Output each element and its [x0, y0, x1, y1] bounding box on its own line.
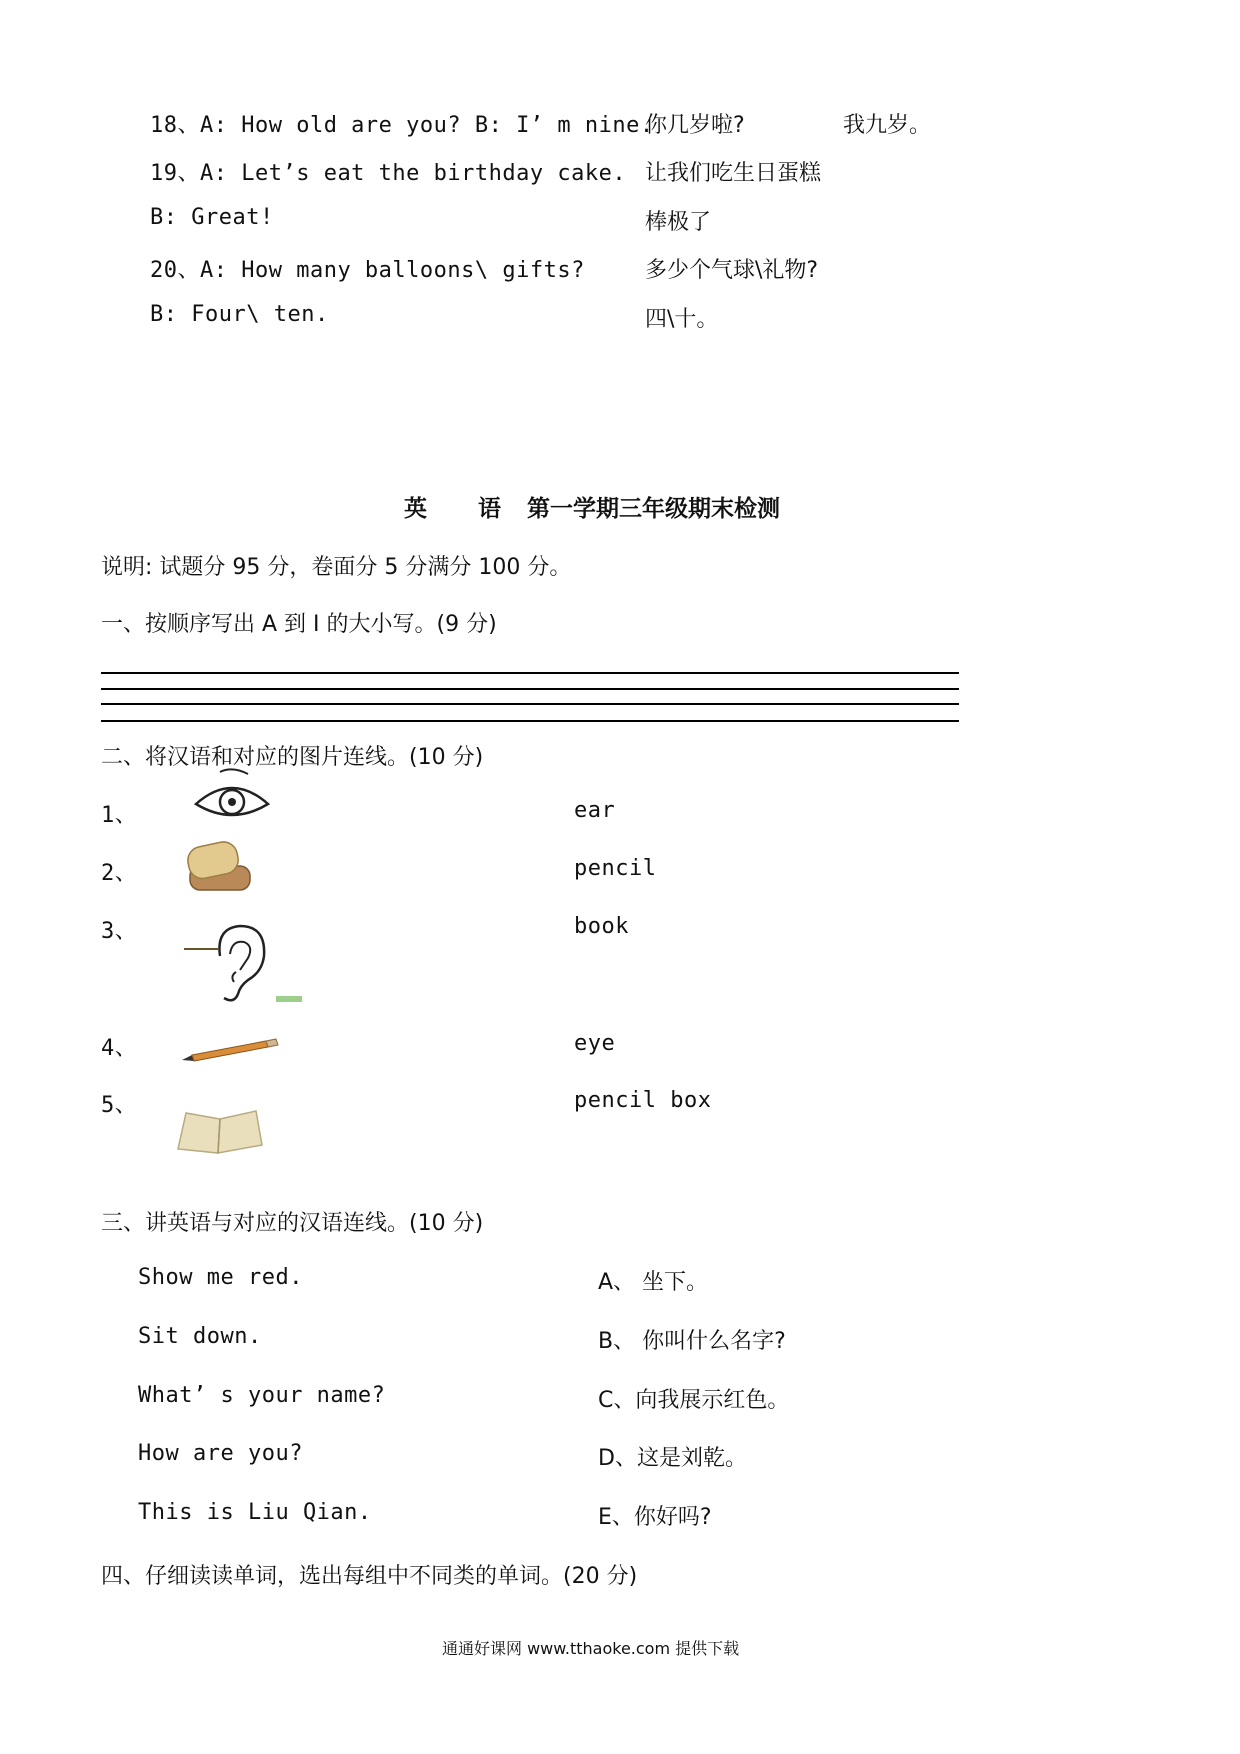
dialogue-line-19b-zh: 棒极了	[645, 210, 712, 235]
pencil-icon	[180, 1036, 280, 1068]
dialogue-line-20b-en: B: Four\ ten.	[150, 302, 329, 327]
eye-icon	[192, 764, 272, 830]
match-left-4: How are you?	[138, 1441, 303, 1466]
exam-title-char-1: 英	[404, 496, 427, 522]
footer-text: 通通好课网 www.tthaoke.com 提供下载	[442, 1639, 740, 1658]
dialogue-line-20-zh: 多少个气球\礼物?	[645, 258, 819, 283]
match-right-b: B、 你叫什么名字?	[598, 1329, 786, 1354]
match-right-e: E、你好吗?	[598, 1505, 712, 1530]
match-left-2: Sit down.	[138, 1324, 262, 1349]
dialogue-line-18-en: 18、A: How old are you? B: I’ m nine.	[150, 113, 654, 138]
item-2-word: pencil	[574, 856, 657, 881]
dialogue-line-20-en: 20、A: How many balloons\ gifts?	[150, 258, 585, 283]
exam-note: 说明: 试题分 95 分，卷面分 5 分满分 100 分。	[101, 555, 572, 580]
match-right-c: C、向我展示红色。	[598, 1388, 790, 1413]
item-3-word: book	[574, 914, 629, 939]
exam-title-char-2: 语	[478, 496, 501, 522]
item-5-number: 5、	[101, 1093, 138, 1118]
match-left-1: Show me red.	[138, 1265, 303, 1290]
item-4-word: eye	[574, 1031, 616, 1056]
section3-heading: 三、讲英语与对应的汉语连线。(10 分)	[101, 1211, 484, 1236]
dialogue-line-20b-zh: 四\十。	[645, 307, 719, 332]
item-5-word: pencil box	[574, 1088, 712, 1113]
section2-heading: 二、将汉语和对应的图片连线。(10 分)	[101, 745, 484, 770]
item-2-number: 2、	[101, 861, 138, 886]
section4-heading: 四、仔细读读单词，选出每组中不同类的单词。(20 分)	[101, 1564, 638, 1589]
match-left-3: What’ s your name?	[138, 1383, 386, 1408]
dialogue-line-18-zh: 你几岁啦?	[645, 113, 745, 138]
writing-line-4	[101, 720, 959, 722]
match-right-a: A、 坐下。	[598, 1270, 709, 1295]
exam-title: 第一学期三年级期末检测	[527, 496, 780, 522]
item-4-number: 4、	[101, 1036, 138, 1061]
match-left-5: This is Liu Qian.	[138, 1500, 372, 1525]
dialogue-line-19-zh: 让我们吃生日蛋糕	[645, 161, 822, 186]
pencil-box-icon	[184, 838, 256, 898]
item-3-number: 3、	[101, 919, 138, 944]
dialogue-line-19b-en: B: Great!	[150, 205, 274, 230]
dialogue-line-19-en: 19、A: Let’s eat the birthday cake.	[150, 161, 627, 186]
item-1-number: 1、	[101, 803, 138, 828]
ear-icon	[180, 922, 310, 1006]
match-right-d: D、这是刘乾。	[598, 1446, 747, 1471]
dialogue-line-18-zh2: 我九岁。	[843, 113, 932, 138]
item-1-word: ear	[574, 798, 616, 823]
writing-line-3	[101, 703, 959, 705]
writing-line-1	[101, 672, 959, 674]
section1-heading: 一、按顺序写出 A 到 I 的大小写。(9 分)	[101, 612, 497, 637]
book-icon	[174, 1105, 266, 1155]
writing-line-2	[101, 688, 959, 690]
